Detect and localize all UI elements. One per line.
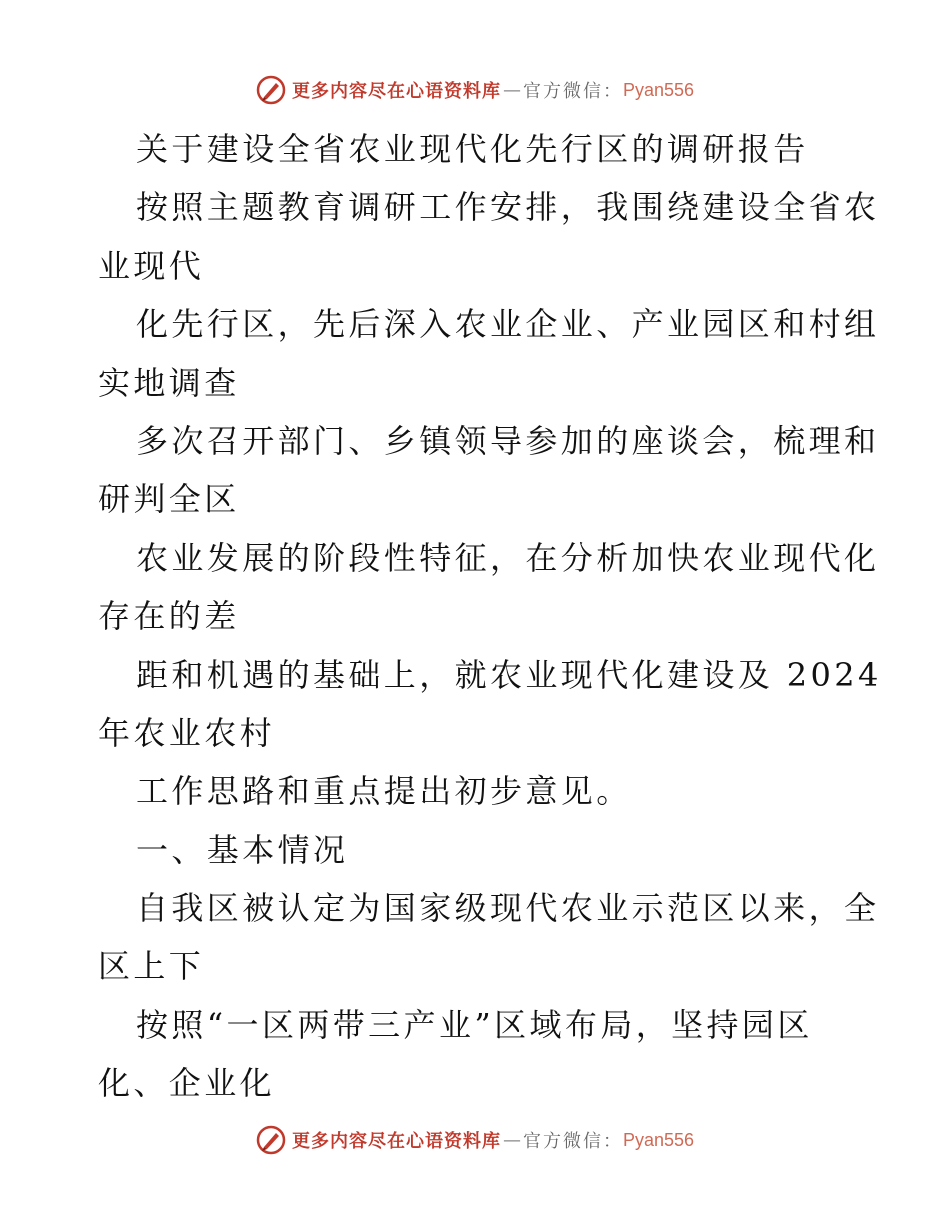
text-line: 一、基本情况	[136, 830, 349, 869]
watermark-text: 更多内容尽在心语资料库	[291, 1131, 501, 1152]
text-line: 工作思路和重点提出初步意见。	[136, 772, 632, 811]
footer-watermark	[0, 1120, 950, 1160]
text-line: 化、企业化	[98, 1064, 276, 1103]
text-line: 实地调查	[98, 363, 240, 402]
text-line: 化先行区，先后深入农业企业、产业园区和村组	[136, 305, 880, 344]
text-line: 研判全区	[98, 480, 240, 519]
text-line: 按照主题教育调研工作安排，我围绕建设全省农	[136, 188, 880, 227]
text-line: 距和机遇的基础上，就农业现代化建设及 2024	[136, 655, 882, 694]
watermark-label: 官方微信：	[522, 1131, 623, 1152]
watermark-id: Pyan556	[622, 1129, 695, 1150]
watermark-text: 更多内容尽在心语资料库	[291, 81, 501, 102]
text-line: 存在的差	[98, 597, 240, 636]
text-line: 按照“一区两带三产业”区域布局，坚持园区	[136, 1005, 813, 1044]
watermark-dash: —	[502, 1129, 521, 1151]
watermark-dash: —	[502, 79, 521, 101]
pen-logo-icon	[256, 1125, 286, 1155]
text-line: 自我区被认定为国家级现代农业示范区以来，全	[136, 889, 880, 928]
text-line: 年农业农村	[98, 713, 276, 752]
pen-logo-icon	[256, 75, 286, 105]
text-line: 关于建设全省农业现代化先行区的调研报告	[136, 130, 809, 168]
watermark-label: 官方微信：	[522, 81, 623, 102]
watermark-id: Pyan556	[622, 79, 695, 100]
document-body	[98, 120, 882, 1113]
text-line: 业现代	[98, 246, 205, 285]
text-line: 区上下	[98, 947, 205, 986]
text-line: 农业发展的阶段性特征，在分析加快农业现代化	[136, 538, 880, 577]
text-line: 多次召开部门、乡镇领导参加的座谈会，梳理和	[136, 421, 880, 460]
header-watermark	[0, 70, 950, 110]
